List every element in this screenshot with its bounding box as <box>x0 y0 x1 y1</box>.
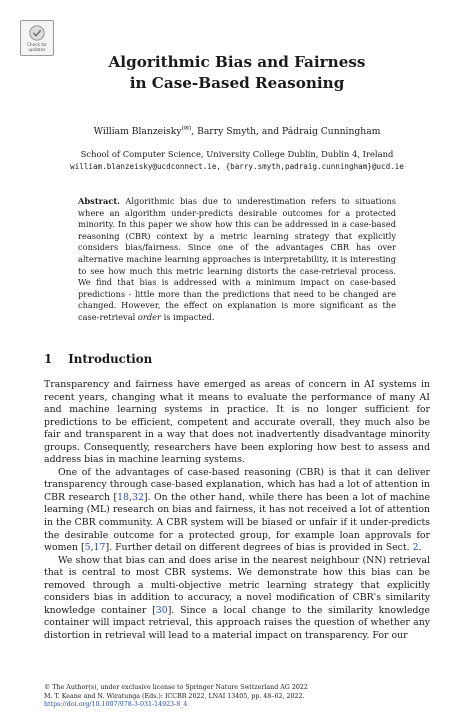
abstract-emphasis: order <box>137 311 161 322</box>
author-rest: , Barry Smyth, and Pádraig Cunningham <box>191 126 381 138</box>
p2-text-c: ]. Further detail on different degrees of bias is provided in Sect. <box>105 542 410 554</box>
citation-separator: , <box>129 491 133 503</box>
body-text <box>44 379 430 642</box>
section-heading <box>44 352 152 366</box>
abstract-label: Abstract. <box>78 196 121 206</box>
updates-icon <box>28 24 46 42</box>
badge-label <box>27 43 47 52</box>
citation-link[interactable]: 17 <box>93 542 106 554</box>
citation-link[interactable]: 5 <box>84 542 91 554</box>
abstract-text-2: is impacted. <box>163 311 215 322</box>
citation-line: M. T. Keane and N. Wiratunga (Eds.): ICCBR 2022, LNAI 13405, pp. 48–62, 2022. <box>44 692 305 700</box>
title-line-1: Algorithmic Bias and Fairness <box>108 53 366 71</box>
citation-link[interactable]: 18 <box>117 491 130 503</box>
p3-text-a: We show that bias can and does arise in the nearest neighbour (NN) retrieval that is central to most CBR systems. We demonstrate how this bias can be removed through a multi-objective metric learning strategy that explicitly considers bias in addition to accuracy, a novel modification of CBR's similarity knowledge container [ <box>44 554 430 616</box>
title-line-2: in Case-Based Reasoning <box>129 74 345 92</box>
paragraph-2 <box>44 467 430 555</box>
copyright-footer <box>44 684 434 710</box>
paper-title <box>0 52 474 94</box>
p3-text-b: ]. Since a local change to the similarity knowledge container will impact retrieval, this approach raises the question of whether any distortion in retrieval will lead to a material impact on transparency. For our <box>44 604 430 641</box>
author-emails[interactable]: william.blanzeisky@ucdconnect.ie, {barry.smyth,padraig.cunningham}@ucd.ie <box>70 161 404 171</box>
check-for-updates-badge[interactable] <box>20 20 54 56</box>
badge-line-2: updates <box>28 46 46 52</box>
p2-text-a: One of the advantages of case-based reasoning (CBR) is that it can deliver transparency through case-based explanation, which has had a lot of attention in CBR research [ <box>44 466 430 503</box>
corresponding-author-mark: (✉) <box>181 125 192 132</box>
paragraph-1: Transparency and fairness have emerged as areas of concern in AI systems in recent years, changing what it means to evaluate the performance of many AI and machine learning systems in practice. It is no longer sufficient for predictions to be efficient, competent and accurate overall, they much also be fair and transparent in a way that does not inadvertently disadvantage minority groups. Consequently, researchers have been exploring how best to assess and address bias in machine learning systems. <box>44 379 430 466</box>
paragraph-3 <box>44 555 430 643</box>
citation-link[interactable]: 30 <box>155 604 168 616</box>
citation-separator: , <box>90 542 94 554</box>
section-reference-link[interactable]: 2 <box>412 542 419 554</box>
badge-line-1: Check for <box>27 42 47 47</box>
citation-link[interactable]: 32 <box>132 491 144 503</box>
affiliation <box>0 148 474 173</box>
abstract <box>78 196 396 324</box>
affiliation-line: School of Computer Science, University College Dublin, Dublin 4, Ireland <box>80 149 394 159</box>
abstract-text-1: Algorithmic bias due to underestimation refers to situations where an algorithm under-predicts desirable outcomes for a protected minority. In this paper we show how this can be addressed in a case-based reasoning (CBR) context by a metric learning strategy that explicitly considers bias/fairness. Since one of the advantages CBR has over alternative machine learning approaches is interpretability, it is interesting to see how much this metric learning distorts the case-retrieval process. We find that bias is addressed with a minimum impact on case-based predictions - little more than the predictions that need to be changed are changed. However, the effect on explanation is more significant as the case-retrieval <box>78 196 396 322</box>
section-number: 1 <box>44 352 53 366</box>
author-first: William Blanzeisky <box>93 126 182 138</box>
p2-text-d: . <box>418 542 422 554</box>
copyright-line: © The Author(s), under exclusive license to Springer Nature Switzerland AG 2022 <box>44 684 308 691</box>
p2-text-b: ]. On the other hand, while there has been a lot of machine learning (ML) research on bias and fairness, it has not received a lot of attention in the CBR community. A CBR system will be biased or unfair if it under-predicts the desirable outcome for a protected group, for example loan approvals for women [ <box>44 491 430 554</box>
author-list <box>0 123 474 138</box>
doi-link[interactable]: https://doi.org/10.1007/978-3-031-14923-8_4 <box>44 701 188 709</box>
section-title: Introduction <box>68 352 153 366</box>
